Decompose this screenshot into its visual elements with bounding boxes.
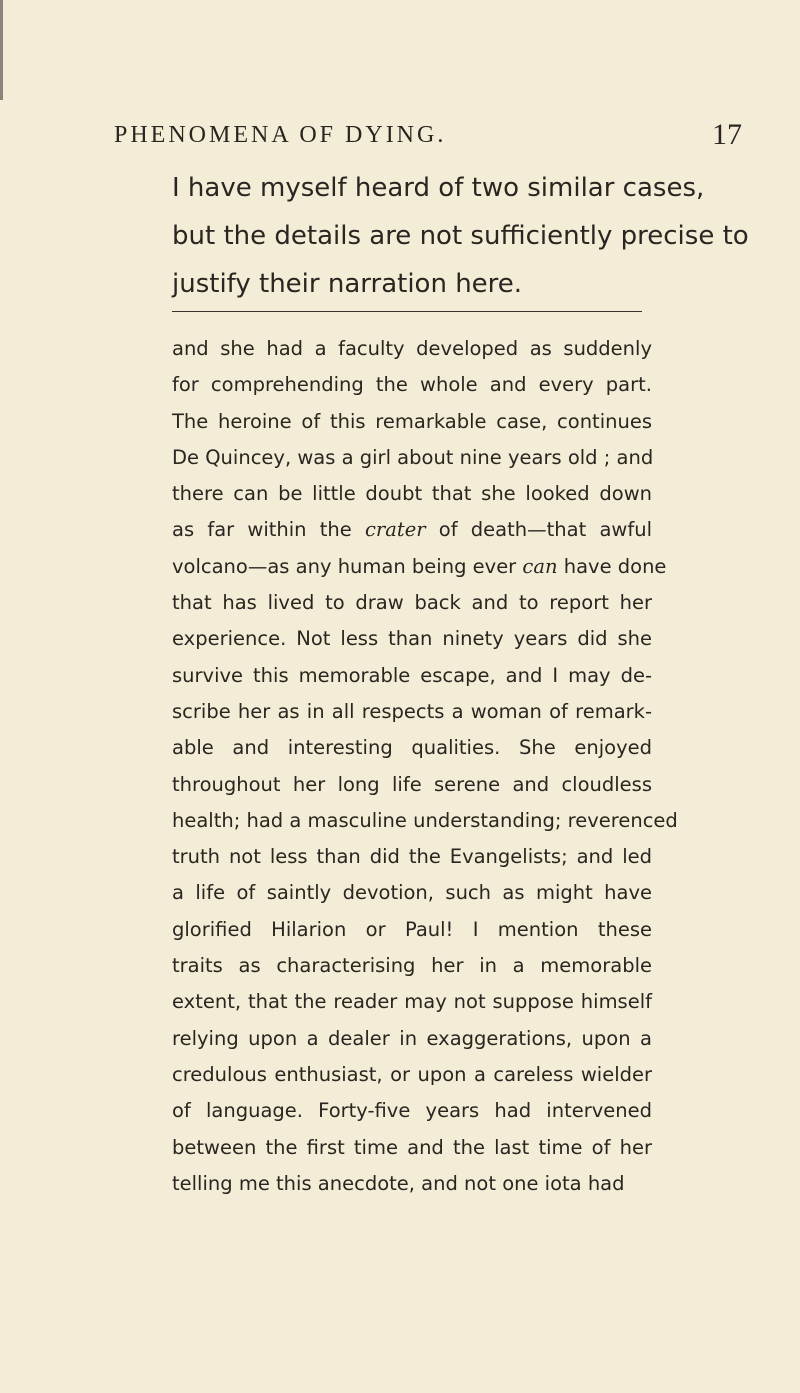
text-line: credulous enthusiast, or upon a careless wielder (172, 1062, 652, 1086)
text-line: telling me this anecdote, and not one iota had (172, 1171, 625, 1195)
text-line: that has lived to draw back and to report her (172, 591, 652, 615)
text-line: experience. Not less than ninety years did she (172, 627, 652, 651)
text-line: scribe her as in all respects a woman of remark- (172, 699, 652, 723)
text-line: and she had a faculty developed as suddenly (172, 337, 652, 360)
separator-rule (172, 311, 642, 312)
lower-paragraph (172, 331, 678, 1202)
text-line: The heroine of this remarkable case, continues (172, 409, 652, 433)
upper-paragraph (172, 164, 749, 308)
text-line: able and interesting qualities. She enjoyed (172, 736, 652, 760)
text-line: volcano—as any human being ever can have done (172, 554, 667, 578)
page-edge-shadow (0, 0, 3, 100)
running-head (90, 118, 742, 158)
page-number: 17 (712, 118, 742, 151)
text-line: health; had a masculine understanding; reverenced (172, 808, 678, 832)
running-title: PHENOMENA OF DYING. (114, 122, 447, 148)
text-line: De Quincey, was a girl about nine years old ; and (172, 445, 654, 469)
text-line: throughout her long life serene and cloudless (172, 772, 652, 796)
text-line: as far within the crater of death—that awful (172, 518, 652, 542)
text-line: relying upon a dealer in exaggerations, upon a (172, 1026, 652, 1050)
text-line: there can be little doubt that she looked down (172, 482, 652, 506)
text-line: between the first time and the last time of her (172, 1135, 652, 1159)
text-line: but the details are not sufficiently precise to (172, 221, 749, 251)
text-line: truth not less than did the Evangelists; and led (172, 845, 652, 869)
italic-word: crater (364, 518, 426, 542)
text-line: I have myself heard of two similar cases, (172, 173, 705, 203)
text-line: glorified Hilarion or Paul! I mention these (172, 917, 652, 941)
text-line: a life of saintly devotion, such as might have (172, 881, 652, 905)
text-line: for comprehending the whole and every part. (172, 373, 652, 397)
text-line: of language. Forty-five years had intervened (172, 1099, 652, 1123)
italic-word: can (522, 554, 558, 578)
text-line: extent, that the reader may not suppose himself (172, 990, 652, 1014)
text-line: justify their narration here. (172, 269, 523, 299)
text-line: traits as characterising her in a memorable (172, 954, 652, 978)
text-line: survive this memorable escape, and I may de- (172, 663, 652, 687)
